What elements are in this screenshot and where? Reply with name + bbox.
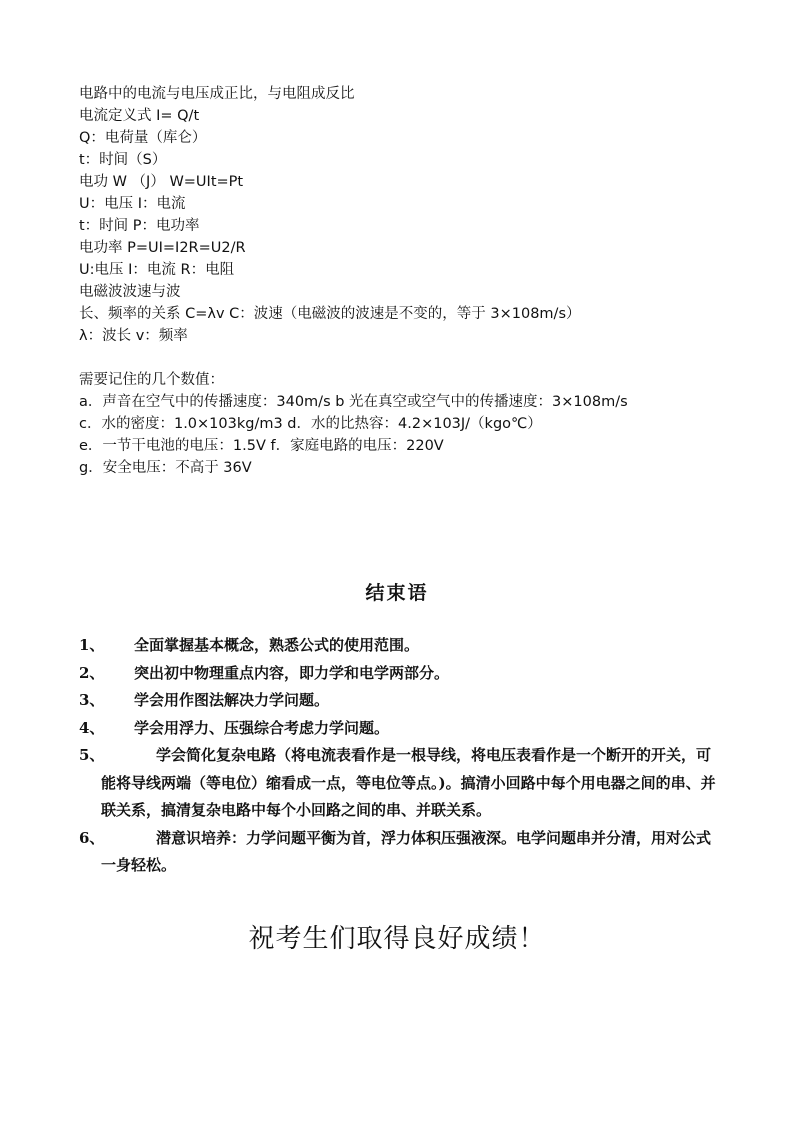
item-number: 2、 xyxy=(79,663,105,682)
item-number: 4、 xyxy=(79,718,105,737)
item-text: 突出初中物理重点内容，即力学和电学两部分。 xyxy=(134,663,450,682)
blessing: 祝考生们取得良好成绩！ xyxy=(248,924,546,954)
formula-line: 电功率 P=UI=I2R=U2/R xyxy=(79,240,246,256)
formula-line: t：时间（S） xyxy=(79,152,167,168)
spacer xyxy=(79,347,759,369)
summary-item xyxy=(79,660,719,688)
item-text: 学会用作图法解决力学问题。 xyxy=(134,691,330,709)
formula-line: 长、频率的关系 C=λv C：波速（电磁波的波速是不变的，等于 3×108m/s） xyxy=(79,306,581,322)
summary-item xyxy=(79,742,719,825)
formula-line: 电功 W （J） W=UIt=Pt xyxy=(79,174,244,190)
item-number: 3、 xyxy=(79,691,105,709)
item-number: 1、 xyxy=(79,636,105,654)
values-heading: 需要记住的几个数值： xyxy=(79,372,224,388)
value-line: g．安全电压：不高于 36V xyxy=(79,460,252,476)
summary-item xyxy=(79,825,719,880)
value-line: a．声音在空气中的传播速度：340m/s b 光在真空或空气中的传播速度：3×108m/s xyxy=(79,394,628,410)
item-text: 全面掌握基本概念，熟悉公式的使用范围。 xyxy=(134,636,420,654)
formula-line: λ：波长 v：频率 xyxy=(79,328,188,344)
item-text: 学会用浮力、压强综合考虑力学问题。 xyxy=(134,718,390,737)
formula-line: 电磁波波速与波 xyxy=(79,284,181,300)
item-number: 6、 xyxy=(79,828,105,847)
value-line: c．水的密度：1.0×103kg/m3 d．水的比热容：4.2×103J/（kgo℃） xyxy=(79,416,542,432)
summary-item xyxy=(79,687,719,715)
formula-line: Q：电荷量（库仑） xyxy=(79,130,207,146)
formula-line: 电流定义式 I= Q/t xyxy=(79,108,200,124)
summary-list xyxy=(79,632,719,880)
item-text: 学会简化复杂电路（将电流表看作是一根导线，将电压表看作是一个断开的开关，可能将导线两端（等电位）缩看成一点，等电位等点。)。搞清小回路中每个用电器之间的串、并联关系，搞清复杂电路中每个小回路之间的串、并联关系。 xyxy=(101,746,716,819)
formula-line: t：时间 P：电功率 xyxy=(79,218,200,234)
value-line: e．一节干电池的电压：1.5V f．家庭电路的电压：220V xyxy=(79,438,444,454)
formula-line: U：电压 I：电流 xyxy=(79,196,186,212)
summary-item xyxy=(79,715,719,743)
formula-line: 电路中的电流与电压成正比，与电阻成反比 xyxy=(79,86,355,102)
item-text: 潜意识培养：力学问题平衡为首，浮力体积压强液深。电学问题串并分清，用对公式一身轻松。 xyxy=(101,828,712,874)
summary-item xyxy=(79,632,719,660)
formula-line: U:电压 I：电流 R：电阻 xyxy=(79,262,235,278)
item-number: 5、 xyxy=(79,746,105,764)
closing-title: 结束语 xyxy=(365,582,429,604)
formula-list xyxy=(79,83,759,479)
